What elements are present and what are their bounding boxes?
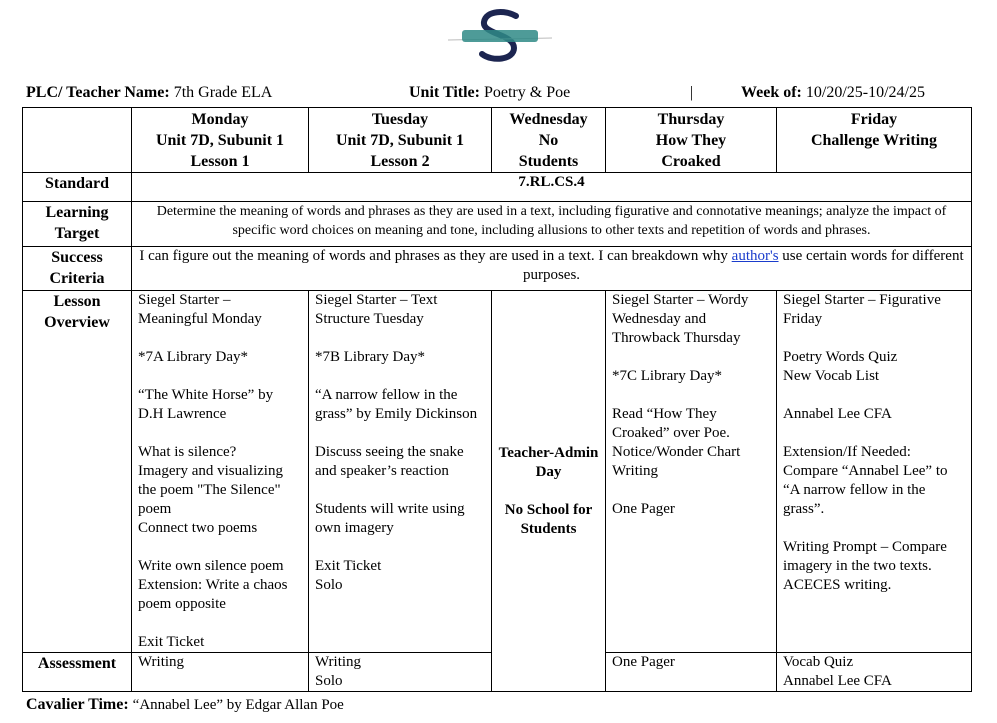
cavalier-time xyxy=(26,696,971,714)
week-label: Week of: xyxy=(741,84,802,101)
day-wednesday: Wednesday No Students xyxy=(492,108,606,173)
lesson-plan-table xyxy=(22,107,972,692)
unit-value: Poetry & Poe xyxy=(483,84,571,101)
standard-label: Standard xyxy=(23,173,132,202)
overview-tuesday: Siegel Starter – Text Structure Tuesday *7B Library Day* “A narrow fellow in the grass” by Emily Dickinson Discuss seeing the snake and speaker’s reaction Students will write using own imagery Exit Ticket Solo xyxy=(309,291,492,653)
learning-target-label: Learning Target xyxy=(23,202,132,247)
learning-target-row xyxy=(23,202,972,247)
day-monday: Monday Unit 7D, Subunit 1 Lesson 1 xyxy=(132,108,309,173)
unit-label: Unit Title: xyxy=(409,84,480,101)
overview-monday: Siegel Starter – Meaningful Monday *7A Library Day* “The White Horse” by D.H Lawrence What is silence? Imagery and visualizing the poem "The Silence" poem Connect two poems Write own silence poem Extension: Write a chaos poem opposite Exit Ticket xyxy=(132,291,309,653)
cavalier-value: “Annabel Lee” by Edgar Allan Poe xyxy=(132,697,344,713)
plc-label: PLC/ Teacher Name: xyxy=(26,84,170,101)
no-school-note: No School for Students xyxy=(504,501,593,537)
overview-friday: Siegel Starter – Figurative Friday Poetry Words Quiz New Vocab List Annabel Lee CFA Extension/If Needed: Compare “Annabel Lee” to “A narrow fellow in the grass”. Writing Prompt – Compare imagery in the two texts. ACECES writing. xyxy=(777,291,972,653)
success-criteria-label: Success Criteria xyxy=(23,247,132,291)
assessment-monday: Writing xyxy=(132,653,309,692)
success-criteria-row xyxy=(23,247,972,291)
week-of xyxy=(741,84,925,102)
learning-target-value: Determine the meaning of words and phrases as they are used in a text, including figurative and connotative meanings; analyze the impact of specific word choices on meaning and tone, including allusions to other texts and repetition of words and phrases. xyxy=(132,202,972,247)
day-tuesday: Tuesday Unit 7D, Subunit 1 Lesson 2 xyxy=(309,108,492,173)
authors-word: author's xyxy=(731,248,779,264)
lesson-overview-row xyxy=(23,291,972,653)
standard-row xyxy=(23,173,972,202)
week-value: 10/20/25-10/24/25 xyxy=(805,84,925,101)
overview-thursday: Siegel Starter – Wordy Wednesday and Throwback Thursday *7C Library Day* Read “How They Croaked” over Poe. Notice/Wonder Chart Writing One Pager xyxy=(606,291,777,653)
plan-body xyxy=(22,107,971,714)
assessment-thursday: One Pager xyxy=(606,653,777,692)
assessment-friday: Vocab Quiz Annabel Lee CFA xyxy=(777,653,972,692)
day-friday: Friday Challenge Writing xyxy=(777,108,972,173)
standard-value: 7.RL.CS.4 xyxy=(132,173,972,202)
cavalier-label: Cavalier Time: xyxy=(26,696,129,713)
day-thursday: Thursday How They Croaked xyxy=(606,108,777,173)
overview-wednesday xyxy=(492,291,606,692)
corner-cell xyxy=(23,108,132,173)
unit-title xyxy=(409,84,570,102)
assessment-label: Assessment xyxy=(23,653,132,692)
assessment-tuesday: Writing Solo xyxy=(309,653,492,692)
teacher-admin-day: Teacher-Admin Day xyxy=(498,444,599,480)
lesson-overview-label: Lesson Overview xyxy=(23,291,132,653)
separator: | xyxy=(690,84,694,101)
plc-value: 7th Grade ELA xyxy=(173,84,273,101)
success-criteria-value: I can figure out the meaning of words and phrases as they are used in a text. I can breakdown why author's use certain words for different purposes. xyxy=(132,247,972,291)
siegel-logo xyxy=(440,8,560,64)
day-header-row xyxy=(23,108,972,173)
teacher-name xyxy=(26,84,272,102)
